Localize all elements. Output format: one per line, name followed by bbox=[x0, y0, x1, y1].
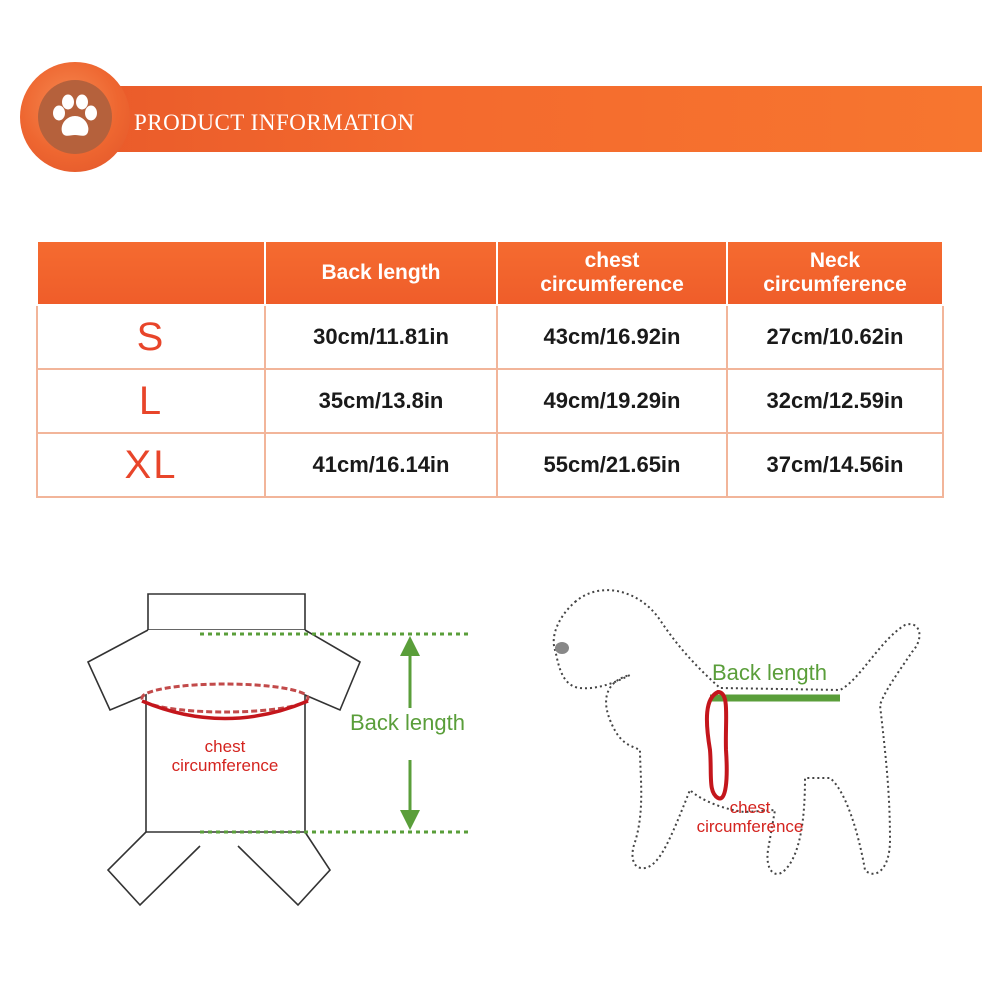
table-row bbox=[37, 305, 943, 369]
back-length-cell: 30cm/11.81in bbox=[265, 305, 497, 369]
chest-cell: 49cm/19.29in bbox=[497, 369, 727, 433]
garment-body bbox=[88, 630, 360, 832]
arrow-up-icon bbox=[400, 636, 420, 656]
column-header-size bbox=[37, 241, 265, 305]
neck-cell: 32cm/12.59in bbox=[727, 369, 943, 433]
dog-diagram bbox=[540, 580, 980, 920]
back-length-cell: 41cm/16.14in bbox=[265, 433, 497, 497]
paw-badge bbox=[20, 62, 130, 172]
size-table bbox=[36, 240, 944, 498]
column-header-back-length: Back length bbox=[265, 241, 497, 305]
neck-cell: 27cm/10.62in bbox=[727, 305, 943, 369]
garment-diagram bbox=[0, 570, 520, 920]
size-label: S bbox=[37, 305, 265, 369]
back-length-cell: 35cm/13.8in bbox=[265, 369, 497, 433]
garment-right-leg bbox=[238, 832, 330, 905]
dog-nose-icon bbox=[555, 642, 569, 654]
chest-cell: 55cm/21.65in bbox=[497, 433, 727, 497]
garment-collar bbox=[148, 594, 305, 630]
page-title: PRODUCT INFORMATION bbox=[134, 110, 415, 135]
neck-cell: 37cm/14.56in bbox=[727, 433, 943, 497]
column-header-neck: Neck circumference bbox=[727, 241, 943, 305]
paw-icon bbox=[38, 80, 112, 154]
dog-chest-label: chest circumference bbox=[696, 798, 804, 836]
size-label: L bbox=[37, 369, 265, 433]
table-row bbox=[37, 433, 943, 497]
garment-back-length-label: Back length bbox=[350, 710, 465, 735]
table-header-row bbox=[37, 241, 943, 305]
garment-left-leg bbox=[108, 832, 200, 905]
dog-back-length-label: Back length bbox=[712, 660, 827, 685]
column-header-chest: chest circumference bbox=[497, 241, 727, 305]
arrow-down-icon bbox=[400, 810, 420, 830]
table-row bbox=[37, 369, 943, 433]
chest-cell: 43cm/16.92in bbox=[497, 305, 727, 369]
garment-chest-label: chest circumference bbox=[171, 737, 279, 775]
size-label: XL bbox=[37, 433, 265, 497]
